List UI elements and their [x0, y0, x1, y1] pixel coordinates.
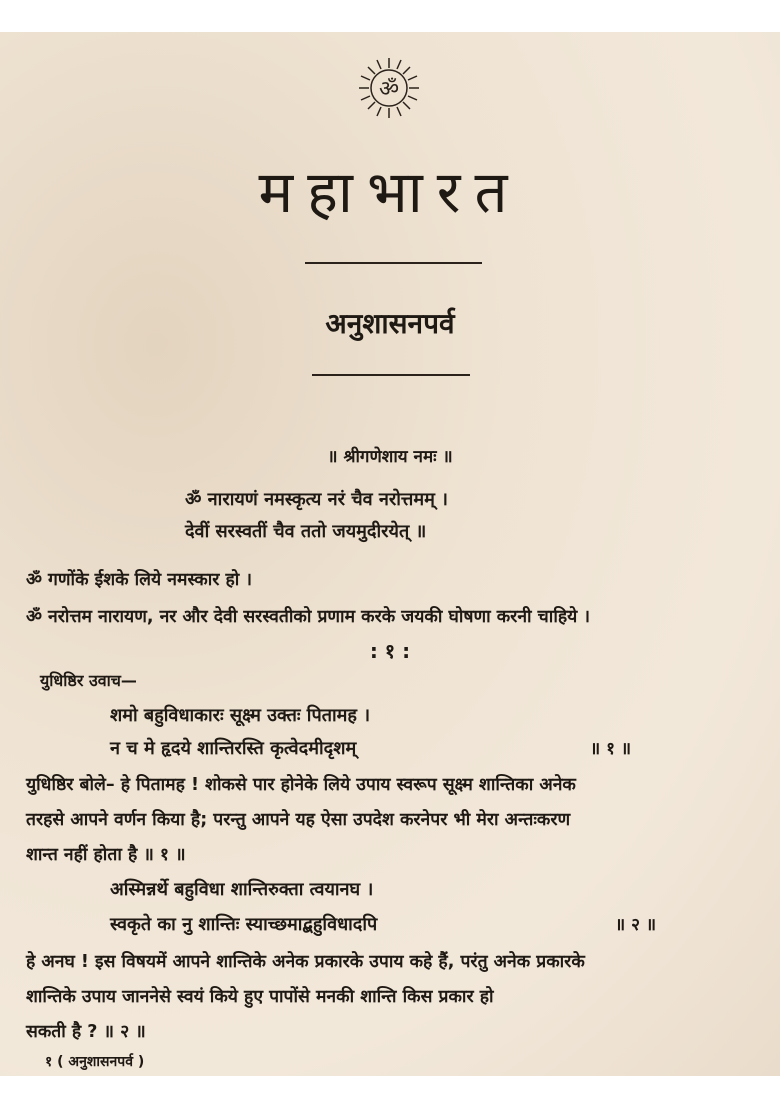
verse-number: ॥ १ ॥	[590, 739, 632, 759]
verse-number: ॥ २ ॥	[615, 915, 657, 935]
verse-line: अस्मिन्नर्थे बहुविधा शान्तिरुक्ता त्वयानघ ।	[110, 879, 374, 900]
shloka-line: ॐ नारायणं नमस्कृत्य नरं चैव नरोत्तमम् ।	[185, 489, 448, 510]
verse-line: शमो बहुविधाकारः सूक्ष्म उक्तः पितामह ।	[110, 705, 371, 726]
prose-line: शान्तिके उपाय जाननेसे स्वयं किये हुए पापोंसे मनकी शान्ति किस प्रकार हो	[26, 987, 494, 1007]
scanned-page	[0, 32, 780, 1076]
prose-line: शान्त नहीं होता है ॥ १ ॥	[26, 845, 186, 865]
prose-line: ॐ नरोत्तम नारायण, नर और देवी सरस्वतीको प्रणाम करके जयकी घोषणा करनी चाहिये ।	[26, 607, 591, 627]
page-footer: १ ( अनुशासनपर्व )	[45, 1054, 145, 1070]
verse-line: न च मे हृदये शान्तिरस्ति कृत्वेदमीदृशम्	[110, 738, 357, 759]
om-emblem-icon	[357, 56, 421, 120]
parva-title: अनुशासनपर्व	[325, 307, 455, 340]
chapter-number: : १ :	[369, 639, 411, 663]
prose-line: तरहसे आपने वर्णन किया है; परन्तु आपने यह ऐसा उपदेश करनेपर भी मेरा अन्तःकरण	[26, 810, 571, 830]
speaker: युधिष्ठिर उवाच—	[40, 671, 137, 690]
prose-line: हे अनघ ! इस विषयमें आपने शान्तिके अनेक प्रकारके उपाय कहे हैं, परंतु अनेक प्रकारके	[26, 952, 585, 972]
prose-line: ॐ गणोंके ईशके लिये नमस्कार हो ।	[26, 570, 253, 590]
shloka-line: देवीं सरस्वतीं चैव ततो जयमुदीरयेत् ॥	[185, 521, 427, 542]
prose-line: युधिष्ठिर बोले– हे पितामह ! शोकसे पार होनेके लिये उपाय स्वरूप सूक्ष्म शान्तिका अनेक	[26, 775, 576, 795]
ornamental-divider	[305, 262, 482, 264]
book-title: महाभारत	[258, 158, 522, 226]
ornamental-divider-small	[312, 374, 470, 376]
prose-line: सकती है ? ॥ २ ॥	[26, 1022, 146, 1042]
svg-text:ॐ: ॐ	[378, 77, 400, 102]
verse-line: स्वकृते का नु शान्तिः स्याच्छमाद्बहुविधादपि	[110, 914, 378, 935]
invocation: ॥ श्रीगणेशाय नमः ॥	[327, 447, 453, 467]
